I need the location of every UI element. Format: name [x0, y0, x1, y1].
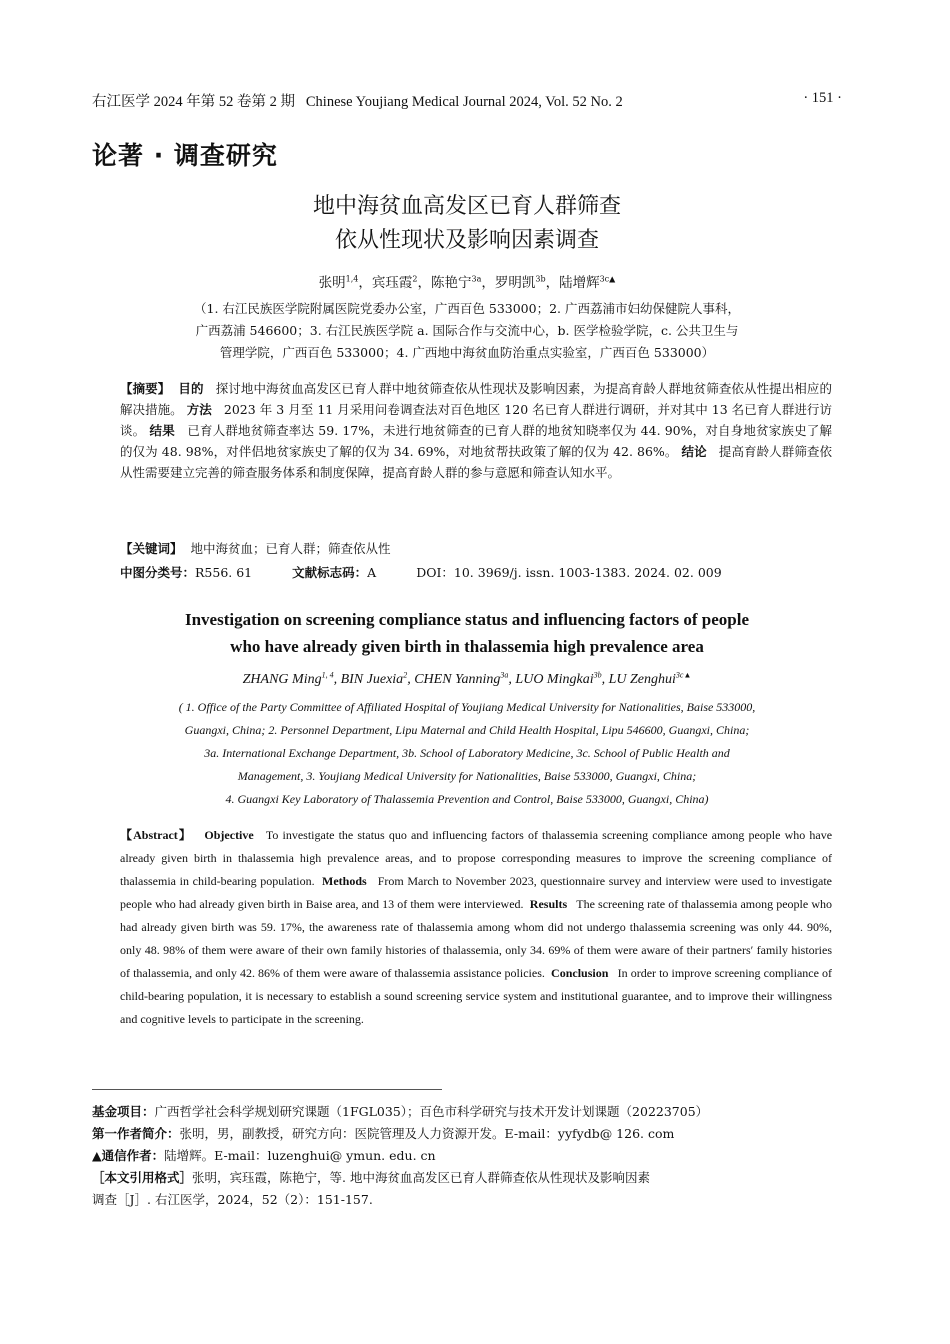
results-en-text: The screening rate of thalassemia among people who had already given birth was 59. 17%, the awareness rate of thalassemia among whom did not undergo thalassemia screening was only 44. 90%, only 48. 98% of them were aware of their own family histories of thalassemia, only 34. 69% of them were aware of their partners′ family histories of thalassemia, and only 42. 86% of them were aware of thalassemia assistance policies. [120, 897, 833, 980]
title-cn-line-1: 地中海贫血高发区已育人群筛查 [312, 194, 621, 219]
classification-line [120, 562, 832, 584]
affiliation-en-line: Management, 3. Youjiang Medical University for Nationalities, Baise 533000, Guangxi, China; [237, 769, 697, 783]
footnote-divider [92, 1089, 442, 1090]
objective-cn-text: 探讨地中海贫血高发区已育人群中地贫筛查依从性现状及影响因素，为提高育龄人群地贫筛查依从性提出相应的解决措施。 [120, 381, 832, 417]
author-list-cn [92, 271, 842, 291]
class-number-value: R556. 61 [195, 565, 253, 580]
affiliations-cn [92, 298, 842, 364]
author-list-en [92, 672, 842, 688]
journal-name-en: Chinese Youjiang Medical Journal 2024, Vol. 52 No. 2 [305, 94, 623, 110]
author-cn: 宾珏霞$^2$， [371, 274, 431, 291]
methods-cn-text: 2023 年 3 月至 11 月采用问卷调查法对百色地区 120 名已育人群进行调研，并对其中 13 名已育人群进行访谈。 [120, 402, 832, 438]
doi: DOI：10. 3969/j. issn. 1003-1383. 2024. 02. 009 [416, 565, 722, 580]
journal-issue [92, 90, 623, 111]
author-cn: 陆增辉$^{3c▲}$ [559, 274, 616, 291]
footnotes [92, 1101, 832, 1211]
fund-note: 基金项目：广西哲学社会科学规划研究课题（1FGL035）；百色市科学研究与技术开发计划课题（20223705） [92, 1104, 709, 1119]
affiliation-cn-line: （1. 右江民族医学院附属医院党委办公室，广西百色 533000；2. 广西荔浦市妇幼保健院人事科， [194, 301, 740, 316]
abstract-cn [120, 378, 832, 483]
affiliation-en-line: 4. Guangxi Key Laboratory of Thalassemia Prevention and Control, Baise 533000, Guangxi, China) [225, 792, 709, 806]
affiliation-en-line: ( 1. Office of the Party Committee of Affiliated Hospital of Youjiang Medical University for Nationalities, Baise 533000, [178, 700, 756, 714]
author-en: CHEN Yanning$^{3a}$, [414, 670, 516, 687]
author-en: LUO Mingkai$^{3b}$, [515, 670, 609, 687]
affiliation-cn-line: 广西荔浦 546600；3. 右江民族医学院 a. 国际合作与交流中心，b. 医学检验学院，c. 公共卫生与 [195, 323, 739, 338]
results-cn-text: 已育人群地贫筛查率达 59. 17%，未进行地贫筛查的已育人群的地贫知晓率仅为 44. 90%，对自身地贫家族史了解的仅为 48. 98%，对伴侣地贫家族史了解的仅为 34. 69%，对地贫帮扶政策了解的仅为 42. 86%。 [120, 423, 832, 459]
author-cn: 陈艳宁$^{3a}$， [431, 274, 495, 291]
class-number-label: 中图分类号： [120, 565, 196, 580]
affiliation-en-line: 3a. International Exchange Department, 3b. School of Laboratory Medicine, 3c. School of Public Health and [204, 746, 730, 760]
title-cn-line-2: 依从性现状及影响因素调查 [334, 228, 599, 253]
first-author-note: 第一作者简介：张明，男，副教授，研究方向：医院管理及人力资源开发。E-mail：yyfydb@ 126. com [92, 1126, 675, 1141]
keywords-cn [120, 538, 832, 560]
affiliation-en-line: Guangxi, China; 2. Personnel Department, Lipu Maternal and Child Health Hospital, Lipu 546600, Guangxi, China; [184, 723, 750, 737]
abstract-en [120, 824, 832, 1031]
keywords-cn-text: 地中海贫血；已育人群；筛查依从性 [190, 541, 391, 556]
conclusion-en-label: Conclusion [551, 966, 609, 980]
keywords-cn-label: 【关键词】 [120, 541, 183, 556]
author-cn: 张明$^{1,4}$， [318, 274, 372, 291]
conclusion-cn-label: 结论 [681, 444, 707, 459]
methods-en-text: From March to November 2023, questionnaire survey and interview were used to investigate people who had already given birth in Baise area, and 13 of them were interviewed. [120, 874, 833, 911]
running-header [92, 90, 842, 112]
abstract-en-label: 【Abstract】 [120, 828, 193, 842]
abstract-cn-label: 【摘要】 [120, 381, 171, 396]
author-cn: 罗明凯$^{3b}$， [494, 274, 560, 291]
objective-en-text: To investigate the status quo and influencing factors of thalassemia screening compliance among people who have already given birth in thalassemia high prevalence areas, and to propose corresponding measures to improve the screening compliance of thalassemia in child-bearing population. [120, 828, 833, 888]
methods-cn-label: 方法 [186, 402, 212, 417]
affiliation-cn-line: 管理学院，广西百色 533000；4. 广西地中海贫血防治重点实验室，广西百色 533000） [219, 345, 715, 360]
page-number: · 151 · [803, 90, 842, 106]
author-en: LU Zenghui$^{3c▲}$ [608, 670, 692, 687]
results-en-label: Results [529, 897, 568, 911]
section-title: 论著 · 调查研究 [92, 141, 278, 170]
citation-note-cont: 调查［J］. 右江医学，2024，52（2）：151-157. [92, 1192, 373, 1207]
objective-cn-label: 目的 [178, 381, 204, 396]
author-en: ZHANG Ming$^{1, 4}$, [242, 670, 341, 687]
citation-note: ［本文引用格式］张明，宾珏霞，陈艳宁，等. 地中海贫血高发区已育人群筛查依从性现状及影响因素 [92, 1170, 650, 1185]
journal-name-cn: 右江医学 2024 年第 52 卷第 2 期 [92, 94, 295, 110]
doc-code-label: 文献标志码： [292, 565, 368, 580]
title-en-line-2: who have already given birth in thalassemia high prevalence area [230, 637, 704, 656]
article-title-cn [92, 190, 842, 258]
title-en-line-1: Investigation on screening compliance status and influencing factors of people [184, 610, 749, 629]
methods-en-label: Methods [322, 874, 367, 888]
conclusion-en-text: In order to improve screening compliance of child-bearing population, it is necessary to establish a sound screening service system and institutional guarantee, and to improve their willingness and cognitive levels to participate in the screening. [120, 966, 833, 1026]
article-title-en [92, 606, 842, 660]
affiliations-en [92, 696, 842, 811]
conclusion-cn-text: 提高育龄人群筛查依从性需要建立完善的筛查服务体系和制度保障，提高育龄人群的参与意愿和筛查认知水平。 [120, 444, 832, 480]
corresponding-author-note: ▲通信作者：陆增辉。E-mail：luzenghui@ ymun. edu. cn [92, 1148, 436, 1163]
objective-en-label: Objective [204, 828, 254, 842]
results-cn-label: 结果 [149, 423, 175, 438]
doc-code-value: A [367, 565, 377, 580]
author-en: BIN Juexia$^2$, [340, 670, 415, 687]
